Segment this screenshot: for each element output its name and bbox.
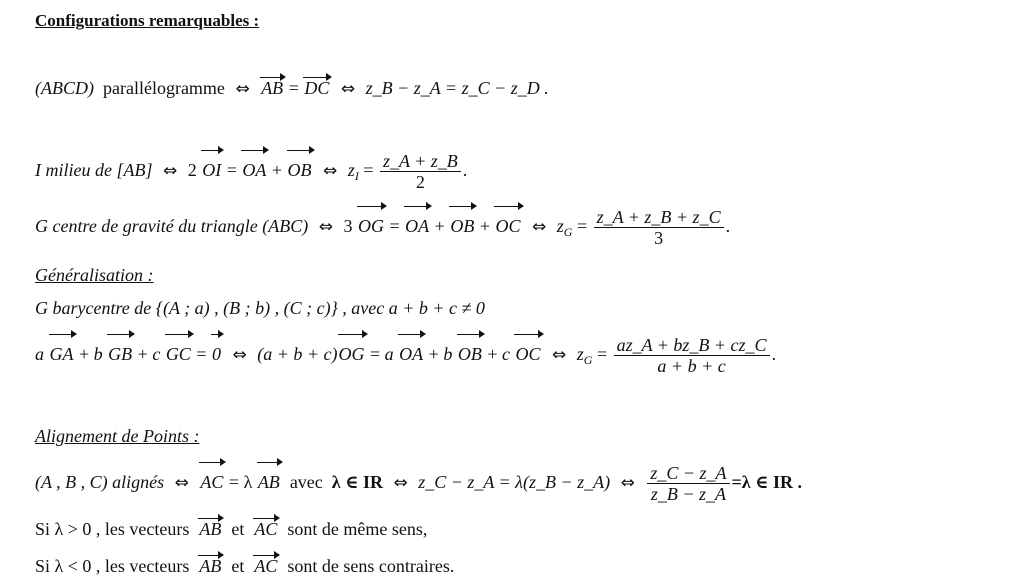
equivalence-icon: ⇔ bbox=[552, 345, 567, 365]
centroid-premise: G centre de gravité du triangle (ABC) bbox=[35, 216, 309, 236]
fraction-numerator: z_A + z_B bbox=[380, 151, 461, 172]
vector-og: OG bbox=[338, 334, 366, 374]
midpoint-line: I milieu de [AB] ⇔ 2 OI = OA + OB ⇔ $z_I$ = $\frac{z\_A + z\_B}{2}$ . bbox=[35, 151, 468, 193]
midpoint-fraction bbox=[380, 151, 461, 192]
fraction-denominator: z_B − z_A bbox=[650, 484, 727, 505]
equivalence-icon: ⇔ bbox=[232, 345, 247, 365]
midpoint-premise: I milieu de [AB] bbox=[35, 160, 153, 180]
vector-ab: AB bbox=[199, 556, 222, 576]
vector-ac: AC bbox=[254, 519, 278, 539]
negative-lambda-line bbox=[35, 555, 454, 577]
parallelogram-line: (ABCD) parallélogramme ⇔ AB = DC ⇔ z_B − z_A = z_C − z_D . bbox=[35, 78, 549, 99]
z-subscript: I bbox=[354, 169, 359, 183]
centroid-line: G centre de gravité du triangle (ABC) ⇔ 3 OG = OA + OB + OC ⇔ $z_G$ = $\frac{z\_A + z\_B + z\_C}{3}$ . bbox=[35, 207, 731, 249]
alignment-premise: (A , B , C) alignés bbox=[35, 472, 165, 492]
barycenter-equation: a GA + b GB + c GC = 0 ⇔ (a + b + c)OG = a OA + b OB + c OC ⇔ $z_G$ = $\frac{az\_A + bz\_B + cz\_C}{a + b + c}$ . bbox=[35, 335, 777, 377]
barycenter-fraction bbox=[614, 335, 770, 376]
alignment-heading: Alignement de Points : bbox=[35, 426, 200, 446]
equivalence-icon: ⇔ bbox=[174, 473, 189, 493]
conclusion-text: sont de sens contraires. bbox=[287, 556, 455, 576]
equivalence-icon: ⇔ bbox=[323, 161, 338, 181]
centroid-fraction bbox=[594, 207, 724, 248]
vector-oi: OI bbox=[201, 150, 222, 190]
vector-ac: AC bbox=[199, 462, 224, 502]
vector-gb: GB bbox=[107, 334, 133, 374]
barycenter-definition bbox=[35, 297, 485, 319]
alignment-line: (A , B , C) alignés ⇔ AC = λ AB avec λ ∈ IR ⇔ z_C − z_A = λ(z_B − z_A) ⇔ $\frac{z\_C - z\_A}{z\_B - z\_A}$ =λ ∈ IR . bbox=[35, 463, 802, 505]
condition-text: Si λ < 0 , les vecteurs bbox=[35, 556, 190, 576]
page-title: Configurations remarquables : bbox=[35, 11, 260, 30]
alignment-tail: =λ ∈ IR . bbox=[731, 472, 802, 492]
equivalence-icon: ⇔ bbox=[162, 161, 178, 181]
barycenter-text: G barycentre de {(A ; a) , (B ; b) , (C ; c)} , avec a + b + c ≠ 0 bbox=[35, 298, 485, 318]
fraction-denominator: 3 bbox=[654, 228, 664, 249]
vector-oc: OC bbox=[494, 206, 521, 246]
conclusion-text: sont de même sens, bbox=[287, 519, 428, 539]
condition-text: Si λ > 0 , les vecteurs bbox=[35, 519, 190, 539]
vector-ga: GA bbox=[49, 334, 75, 374]
vector-og: OG bbox=[357, 206, 385, 246]
coef-3: 3 bbox=[343, 216, 353, 236]
alignment-fraction bbox=[647, 463, 729, 504]
generalisation-heading: Généralisation : bbox=[35, 265, 154, 285]
avec-word: avec bbox=[289, 472, 323, 492]
fraction-numerator: az_A + bz_B + cz_C bbox=[614, 335, 770, 356]
vector-ob: OB bbox=[287, 150, 313, 190]
vector-gc: GC bbox=[165, 334, 192, 374]
equivalence-icon: ⇔ bbox=[318, 217, 334, 237]
z-subscript: G bbox=[563, 225, 573, 239]
fraction-denominator: a + b + c bbox=[657, 356, 726, 377]
equivalence-icon: ⇔ bbox=[235, 79, 250, 99]
vector-ab: AB bbox=[199, 519, 222, 539]
quad-label: (ABCD) bbox=[35, 78, 94, 98]
vector-ob: OB bbox=[457, 334, 483, 374]
vector-ac: AC bbox=[254, 556, 278, 576]
vector-oa: OA bbox=[404, 206, 430, 246]
et-word: et bbox=[231, 519, 245, 539]
z-symbol: z bbox=[347, 160, 355, 180]
vector-oa: OA bbox=[398, 334, 424, 374]
fraction-numerator: z_C − z_A bbox=[647, 463, 729, 484]
parallelogram-word: parallélogramme bbox=[102, 78, 225, 98]
fraction-denominator: 2 bbox=[415, 172, 425, 193]
vector-ab: AB bbox=[261, 78, 284, 98]
positive-lambda-line bbox=[35, 518, 427, 540]
vector-dc: DC bbox=[304, 78, 330, 98]
vector-oc: OC bbox=[514, 334, 541, 374]
vector-ab: AB bbox=[257, 462, 281, 502]
vector-ob: OB bbox=[449, 206, 475, 246]
fraction-numerator: z_A + z_B + z_C bbox=[594, 207, 724, 228]
equivalence-icon: ⇔ bbox=[620, 473, 635, 493]
equivalence-icon: ⇔ bbox=[393, 473, 408, 493]
vector-oa: OA bbox=[241, 150, 267, 190]
lambda-condition: λ ∈ IR bbox=[331, 472, 383, 492]
complex-alignment: z_C − z_A = λ(z_B − z_A) bbox=[418, 472, 611, 492]
equivalence-icon: ⇔ bbox=[532, 217, 547, 237]
vector-zero: 0 bbox=[211, 334, 222, 374]
complex-relation: z_B − z_A = z_C − z_D . bbox=[365, 78, 549, 98]
et-word: et bbox=[231, 556, 245, 576]
coef-2: 2 bbox=[187, 160, 197, 180]
equivalence-icon: ⇔ bbox=[340, 79, 356, 99]
